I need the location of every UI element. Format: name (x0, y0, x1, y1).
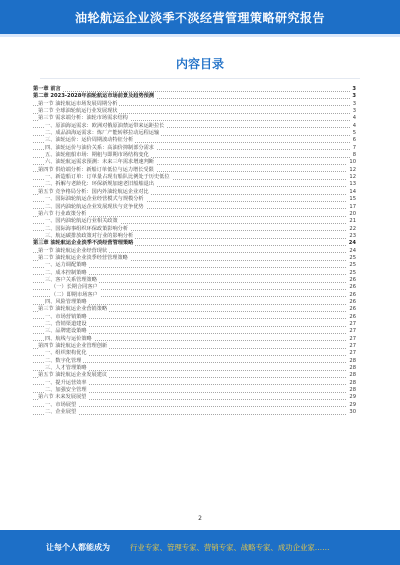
toc-entry-label: 三、航运碳排放政策对行业的影响分析 (45, 232, 134, 239)
toc-entry-page: 22 (349, 225, 356, 232)
toc-entry-page: 24 (349, 247, 356, 254)
toc-entry[interactable] (33, 93, 356, 100)
toc-entry-page: 25 (349, 262, 356, 269)
toc-entry-label: 一、国际油轮航运企业经营模式与规模分析 (45, 196, 144, 203)
footer-slogan: 让每个人都能成为 (46, 543, 110, 552)
toc-entry-label: 第二节 全球油轮航运行业发展现状 (38, 108, 118, 115)
toc-entry-page: 8 (352, 152, 356, 159)
toc-entry-page: 3 (352, 108, 356, 115)
toc-entry-label: 六、油轮航运需求预测：未来三年需求增速判断 (45, 159, 154, 166)
table-of-contents (33, 86, 356, 416)
header-divider (0, 34, 400, 37)
toc-entry[interactable] (33, 123, 356, 130)
toc-entry-page: 26 (349, 298, 356, 305)
footer-experts: 行业专家、管理专家、营销专家、战略专家、成功企业家…… (130, 543, 330, 552)
toc-entry[interactable] (33, 350, 356, 357)
toc-entry[interactable] (33, 115, 356, 122)
toc-entry-label: 二、拆解与老龄化：环保新规加速老旧船舶退出 (45, 181, 154, 188)
toc-entry[interactable] (33, 336, 356, 343)
toc-entry-page: 27 (349, 328, 356, 335)
toc-entry-label: 三、品牌建设策略 (45, 328, 87, 335)
toc-entry-label: 四、航线与运价策略 (45, 335, 92, 342)
toc-entry-label: 一、新造船订单：订单量占现有船队比例处于历史低位 (45, 174, 170, 181)
toc-entry-label: 第五节 竞争格局分析：国内外油轮航运企业对比 (38, 188, 149, 195)
toc-entry-page: 28 (349, 357, 356, 364)
toc-entry[interactable] (33, 328, 356, 335)
toc-entry-page: 14 (349, 188, 356, 195)
toc-entry-page: 25 (349, 254, 356, 261)
toc-entry[interactable] (33, 394, 356, 401)
toc-entry-page: 30 (349, 409, 356, 416)
toc-entry-page: 20 (349, 210, 356, 217)
toc-entry-label: 二、成本控制策略 (45, 269, 87, 276)
toc-entry[interactable] (33, 402, 356, 409)
toc-entry-label: 第一节 油轮航运企业经营现状 (38, 247, 108, 254)
report-title: 油轮航运企业淡季不淡经营管理策略研究报告 (74, 11, 325, 25)
toc-entry-page: 13 (349, 181, 356, 188)
toc-entry-page: 26 (349, 306, 356, 313)
toc-entry[interactable] (33, 137, 356, 144)
toc-entry-page: 10 (349, 159, 356, 166)
toc-entry-page: 27 (349, 335, 356, 342)
toc-entry-page: 15 (349, 196, 356, 203)
page-number: 2 (198, 515, 202, 522)
toc-entry-page: 17 (349, 203, 356, 210)
toc-entry-label: 二、企业展望 (45, 409, 77, 416)
toc-entry-page: 27 (349, 321, 356, 327)
toc-entry[interactable] (33, 358, 356, 365)
toc-entry-label: 三、客户关系管理策略 (45, 276, 97, 283)
toc-entry[interactable] (33, 262, 356, 269)
toc-entry-page: 4 (352, 122, 356, 129)
toc-entry-page: 26 (349, 313, 356, 320)
toc-entry-label: 一、市场展望 (45, 401, 77, 408)
toc-entry-label: 四、风险管理策略 (45, 298, 87, 305)
toc-entry-page: 28 (349, 379, 356, 386)
toc-entry[interactable] (33, 372, 356, 379)
toc-entry[interactable] (33, 101, 356, 108)
toc-entry-page: 12 (349, 166, 356, 173)
footer-banner (0, 530, 400, 565)
toc-leader-dots (33, 406, 356, 407)
toc-entry-page: 28 (349, 372, 356, 379)
toc-entry-label: 第六节 行业政策分析 (38, 210, 87, 217)
toc-entry-page: 26 (349, 276, 356, 283)
toc-entry-label: 第四节 油轮航运企业管理创新 (38, 343, 108, 350)
toc-entry-label: 第一章 前言 (33, 86, 61, 92)
toc-entry-label: 五、油轮租船市场：期租与即期市场结构变化 (45, 152, 149, 159)
toc-entry[interactable] (33, 314, 356, 321)
toc-entry-label: 第一节 油轮航运市场发展周期分析 (38, 100, 118, 107)
toc-entry-page: 26 (349, 291, 356, 298)
toc-entry[interactable] (33, 248, 356, 255)
toc-entry-page: 12 (349, 174, 356, 181)
toc-entry-label: 三、油轮运价：运价周期波动特征分析 (45, 137, 134, 144)
toc-entry-label: 二、数字化管理 (45, 357, 82, 364)
toc-entry-page: 7 (352, 144, 356, 151)
toc-entry-label: 第四节 供给端分析：新船订单低位与运力增长受限 (38, 166, 154, 173)
toc-entry-page: 24 (348, 240, 356, 247)
toc-entry-label: 二、国内油轮航运企业发展现状与竞争优势 (45, 203, 144, 210)
toc-entry-page: 27 (349, 350, 356, 357)
toc-entry-page: 23 (349, 232, 356, 239)
toc-entry[interactable] (33, 240, 356, 247)
toc-entry-label: 第三节 油轮航运企业营销策略 (38, 306, 108, 313)
toc-entry[interactable] (33, 181, 356, 188)
toc-entry-label: 第五节 油轮航运企业发展建议 (38, 372, 108, 379)
toc-entry[interactable] (33, 204, 356, 211)
toc-entry[interactable] (33, 292, 356, 299)
toc-entry[interactable] (33, 270, 356, 277)
toc-entry-page: 26 (349, 284, 356, 291)
toc-divider (40, 78, 360, 79)
toc-leader-dots (33, 414, 356, 415)
toc-entry[interactable] (33, 218, 356, 225)
toc-entry-page: 4 (352, 115, 356, 122)
toc-entry-label: 二、营销渠道建设 (45, 321, 87, 327)
toc-entry-label: 第三节 需求端分析：油轮市场需求结构 (38, 115, 128, 122)
toc-entry-label: 一、提升运营效率 (45, 379, 87, 386)
toc-entry[interactable] (33, 284, 356, 291)
toc-entry-page: 6 (352, 137, 356, 144)
toc-entry-label: 一、市场营销策略 (45, 313, 87, 320)
toc-leader-dots (33, 91, 356, 92)
toc-entry-page: 5 (352, 130, 356, 137)
toc-entry[interactable] (33, 306, 356, 313)
toc-entry[interactable] (33, 159, 356, 166)
toc-entry-label: 一、运力调配策略 (45, 262, 87, 269)
toc-entry-page: 3 (352, 93, 356, 100)
toc-entry-label: 第二节 油轮航运企业淡季经营管理策略 (38, 254, 128, 261)
toc-entry-label: 第三章 油轮航运企业淡季不淡经营管理策略 (33, 240, 134, 247)
toc-entry-label: （一）长期合同客户 (51, 284, 98, 291)
toc-entry-label: 一、组织架构优化 (45, 350, 87, 357)
header-banner (0, 0, 400, 34)
toc-entry-label: 二、国际海事组织环保政策影响分析 (45, 225, 129, 232)
toc-entry-page: 25 (349, 269, 356, 276)
toc-entry-page: 28 (349, 365, 356, 372)
toc-entry-label: 二、成品油海运需求：炼厂产能转移拉动远程运输 (45, 130, 160, 137)
toc-entry-label: 三、人才管理策略 (45, 365, 87, 372)
toc-entry-label: 一、国内油轮航运行业相关政策 (45, 218, 118, 225)
toc-entry-page: 21 (349, 218, 356, 225)
toc-entry-label: （二）即期市场客户 (51, 291, 98, 298)
toc-entry-page: 3 (352, 100, 356, 107)
toc-entry-label: 第二章 2023-2028年油轮航运市场前景及趋势预测 (33, 93, 155, 100)
toc-entry-page: 29 (349, 394, 356, 401)
toc-entry-page: 27 (349, 343, 356, 350)
toc-entry-page: 28 (349, 387, 356, 394)
toc-entry[interactable] (33, 409, 356, 416)
toc-entry-label: 四、油轮运价与油价关系：高油价抑制部分需求 (45, 144, 154, 151)
toc-entry-page: 29 (349, 401, 356, 408)
toc-entry-label: 二、加强安全管理 (45, 387, 87, 394)
toc-entry[interactable] (33, 196, 356, 203)
toc-entry-page: 3 (352, 86, 356, 92)
toc-entry[interactable] (33, 226, 356, 233)
toc-entry[interactable] (33, 380, 356, 387)
toc-entry-label: 第六节 未来发展展望 (38, 394, 87, 401)
toc-entry[interactable] (33, 145, 356, 152)
toc-heading: 内容目录 (175, 57, 224, 71)
toc-entry-label: 一、原油海运需求：欧洲对俄原油禁运带来运距拉长 (45, 122, 165, 129)
